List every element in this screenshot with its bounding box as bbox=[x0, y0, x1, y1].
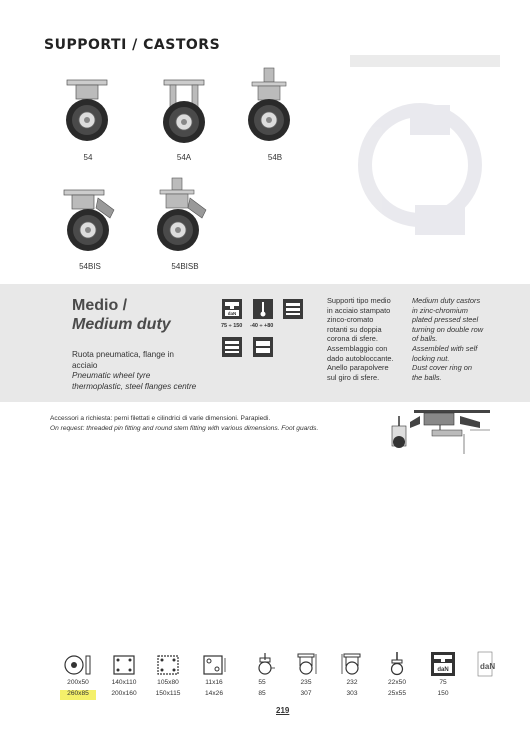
foot-guard-diagram bbox=[380, 404, 498, 456]
dan-icon-text: daN bbox=[227, 311, 237, 316]
table-cell: 25x55 bbox=[388, 690, 406, 697]
caster-54b-image bbox=[244, 68, 294, 148]
caster-54bisb-image bbox=[152, 178, 214, 258]
page-title: SUPPORTI / CASTORS bbox=[44, 37, 221, 53]
dan-icon-text: daN bbox=[437, 667, 449, 673]
table-cell: 14x26 bbox=[205, 690, 223, 697]
load-range-label: 75 ÷ 150 bbox=[221, 323, 243, 329]
table-cell: 232 bbox=[346, 679, 358, 686]
dan-icon-text: daN bbox=[480, 662, 496, 671]
show-through-graphic bbox=[330, 45, 530, 265]
section-title: Medio / Medium duty bbox=[72, 297, 171, 333]
description-english: Medium duty castors in zinc-chromium plated pressed steel turning on double row of balls. Assembled with self locking nut. Dust cover ring on the balls. bbox=[412, 296, 484, 382]
table-cell: 303 bbox=[346, 690, 358, 697]
page-number: 219 bbox=[276, 706, 290, 715]
caster-label: 54A bbox=[176, 153, 192, 162]
total-height-icon bbox=[294, 652, 318, 676]
accessories-note: Accessori a richiesta: perni filettati e cilindrici di varie dimensioni. Parapiedi. On request: threaded pin fitting and round stem fitting with various dimensions. Foot guards. bbox=[50, 415, 319, 432]
caster-label: 54BIS bbox=[79, 262, 101, 271]
caster-label: 54BISB bbox=[171, 262, 199, 271]
table-cell: 200x50 bbox=[67, 679, 89, 686]
tyre-profile-icon bbox=[283, 299, 303, 319]
table-cell: 22x50 bbox=[388, 679, 406, 686]
table-cell: 85 bbox=[258, 690, 266, 697]
load-capacity-table-icon-cropped bbox=[478, 652, 496, 676]
caster-label: 54B bbox=[267, 153, 283, 162]
fixed-height-icon bbox=[340, 652, 364, 676]
caster-label: 54 bbox=[83, 153, 93, 162]
table-cell: 150 bbox=[437, 690, 449, 697]
table-cell: 235 bbox=[300, 679, 312, 686]
plate-size-icon bbox=[112, 654, 136, 676]
description-italian: Supporti tipo medio in acciaio stampato zinco-cromato rotanti su doppia corona di sfere. Assemblaggio con dado autobloccante. Anello parapolvere sul giro di sfere. bbox=[327, 296, 394, 382]
bearing-icon bbox=[222, 337, 242, 357]
table-cell: 55 bbox=[258, 679, 266, 686]
flange-icon bbox=[253, 337, 273, 357]
wheel-diameter-icon bbox=[63, 654, 93, 676]
stem-size-icon bbox=[386, 652, 408, 676]
caster-54a-image bbox=[158, 78, 210, 148]
caster-54-image bbox=[62, 78, 112, 148]
thermometer-icon bbox=[253, 299, 273, 319]
table-cell: 200x160 bbox=[111, 690, 137, 697]
hole-diameter-icon bbox=[202, 654, 228, 676]
table-cell: 260x85 bbox=[67, 690, 89, 697]
temperature-range-label: -40 ÷ +80 bbox=[250, 323, 274, 329]
caster-54bis-image bbox=[58, 188, 124, 258]
table-cell: 105x80 bbox=[157, 679, 179, 686]
table-cell: 307 bbox=[300, 690, 312, 697]
hole-spacing-icon bbox=[156, 654, 180, 676]
load-capacity-table-icon bbox=[431, 652, 455, 676]
table-cell: 11x16 bbox=[205, 679, 223, 686]
table-cell: 140x110 bbox=[111, 679, 137, 686]
table-cell: 150x115 bbox=[155, 690, 181, 697]
wheel-description: Ruota pneumatica, flange in acciaio Pneumatic wheel tyre thermoplastic, steel flanges centre bbox=[72, 350, 197, 391]
table-cell: 75 bbox=[439, 679, 447, 686]
load-capacity-icon bbox=[222, 299, 242, 319]
swivel-radius-icon bbox=[254, 652, 276, 676]
